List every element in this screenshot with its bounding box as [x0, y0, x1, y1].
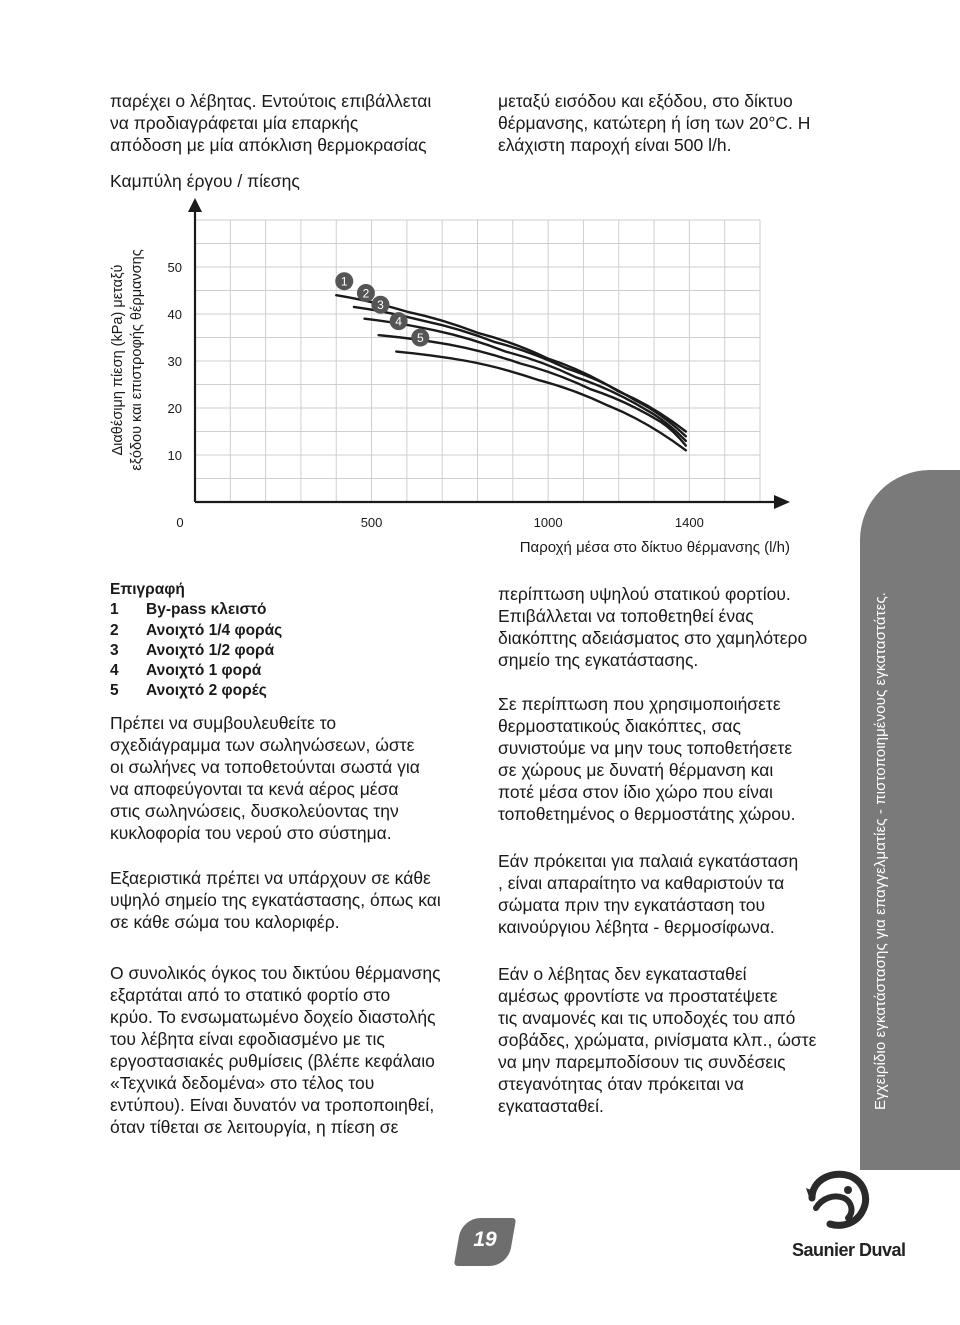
- text-line: τις αναμονές και τις υποδοχές του από: [498, 1008, 796, 1028]
- x-tick-label: 1000: [533, 515, 563, 530]
- legend-item-number: 3: [110, 641, 119, 659]
- text-line: να μην παρεμποδίσουν τις συνδέσεις: [498, 1052, 786, 1072]
- series-line-1: [336, 295, 686, 431]
- y-tick-label: 20: [167, 401, 182, 416]
- text-line: απόδοση με μία απόκλιση θερμοκρασίας: [110, 135, 427, 155]
- legend-item-number: 2: [110, 621, 119, 639]
- text-line: εντύπου). Είναι δυνατόν να τροποποιηθεί,: [110, 1095, 435, 1115]
- saunier-duval-logo-icon: [802, 1168, 872, 1230]
- text-line: Πρέπει να συμβουλευθείτε το: [110, 713, 337, 733]
- text-line: , είναι απαραίτητο να καθαριστούν τα: [498, 873, 785, 893]
- text-line: να αποφεύγονται τα κενά αέρος μέσα: [110, 779, 399, 799]
- text-line: εγκατασταθεί.: [498, 1096, 604, 1116]
- text-line: ελάχιστη παροχή είναι 500 l/h.: [498, 135, 732, 155]
- text-line: «Τεχνικά δεδομένα» στο τέλος του: [110, 1073, 375, 1093]
- text-line: οι σωλήνες να τοποθετούνται σωστά για: [110, 757, 420, 777]
- text-line: σχεδιάγραμμα των σωληνώσεων, ώστε: [110, 735, 415, 755]
- legend-item: [110, 681, 282, 701]
- y-tick-label: 10: [167, 448, 182, 463]
- y-tick-label: 50: [167, 260, 182, 275]
- text-line: υψηλό σημείο της εγκατάστασης, όπως και: [110, 890, 441, 910]
- series-label-4: 4: [395, 314, 402, 329]
- legend-item: [110, 600, 282, 620]
- series-line-5: [396, 352, 686, 451]
- x-tick-label: 500: [360, 515, 383, 530]
- left-paragraph-2: [110, 867, 441, 933]
- right-paragraph-1: [498, 583, 807, 671]
- legend-item-label: Ανοιχτό 1/2 φορά: [146, 641, 275, 659]
- legend-item-number: 4: [110, 662, 119, 680]
- chart-heading: Καμπύλη έργου / πίεσης: [110, 171, 300, 191]
- brand-name: Saunier Duval: [792, 1240, 906, 1260]
- text-line: ποτέ μέσα στον ίδιο χώρο που είναι: [498, 782, 773, 802]
- x-tick-label: 0: [176, 515, 184, 530]
- text-line: Επιβάλλεται να τοποθετηθεί ένας: [498, 606, 754, 626]
- y-axis-label-line-1: Διαθέσιμη πίεση (kPa) μεταξύ: [110, 264, 126, 456]
- text-line: Ο συνολικός όγκος του δικτύου θέρμανσης: [110, 963, 441, 983]
- legend-item: [110, 661, 282, 681]
- series-label-5: 5: [416, 331, 424, 346]
- legend-item: [110, 621, 282, 641]
- side-tab-text: Εγχειρίδιο εγκατάστασης για επαγγελματίες - πιστοποιημένους εγκαταστάτες.: [872, 591, 889, 1110]
- text-line: συνιστούμε να μην τους τοποθετήσετε: [498, 738, 793, 758]
- text-line: καινούργιου λέβητα - θερμοσίφωνα.: [498, 917, 775, 937]
- series-label-3: 3: [377, 298, 384, 313]
- text-line: κυκλοφορία του νερού στο σύστημα.: [110, 823, 392, 843]
- text-line: εργοστασιακές ρυθμίσεις (βλέπε κεφάλαιο: [110, 1051, 435, 1071]
- top-right-paragraph: [498, 90, 810, 156]
- text-line: σώματα πριν την εγκατάσταση του: [498, 895, 766, 915]
- legend: [110, 580, 282, 702]
- text-line: να προδιαγράφεται μία επαρκής: [110, 113, 359, 133]
- text-line: σοβάδες, χρώματα, ρινίσματα κλπ., ώστε: [498, 1030, 817, 1050]
- y-tick-label: 30: [167, 354, 182, 369]
- text-line: παρέχει ο λέβητας. Εντούτοις επιβάλλεται: [110, 91, 432, 111]
- legend-item: [110, 641, 282, 661]
- top-left-paragraph: [110, 90, 431, 156]
- x-axis-label: Παροχή μέσα στο δίκτυο θέρμανσης (l/h): [519, 539, 790, 556]
- right-paragraph-3: [498, 850, 798, 938]
- legend-item-label: Ανοιχτό 1 φορά: [146, 662, 262, 680]
- text-line: σε χώρους με δυνατή θέρμανση και: [498, 760, 774, 780]
- text-line: κρύο. Το ενσωματωμένο δοχείο διαστολής: [110, 1007, 436, 1027]
- text-line: μεταξύ εισόδου και εξόδου, στο δίκτυο: [498, 91, 793, 111]
- text-line: αμέσως φροντίστε να προστατέψετε: [498, 986, 778, 1006]
- y-axis-arrow-icon: [188, 198, 202, 212]
- text-line: Σε περίπτωση που χρησιμοποιήσετε: [498, 694, 781, 714]
- legend-item-label: Ανοιχτό 1/4 φοράς: [146, 621, 283, 639]
- y-tick-label: 40: [167, 307, 182, 322]
- legend-item-number: 5: [110, 682, 119, 700]
- y-axis-label-line-2: εξόδου και επιστροφής θέρμανσης: [129, 249, 145, 471]
- text-line: σε κάθε σώμα του καλοριφέρ.: [110, 912, 340, 932]
- legend-item-label: Ανοιχτό 2 φορές: [146, 682, 267, 700]
- text-line: στις σωληνώσεις, δυσκολεύοντας την: [110, 801, 399, 821]
- series-label-2: 2: [362, 286, 370, 301]
- text-line: θερμοστατικούς διακόπτες, σας: [498, 716, 741, 736]
- legend-title: Επιγραφή: [110, 581, 185, 598]
- left-paragraph-3: [110, 962, 441, 1138]
- text-line: όταν τίθεται σε λειτουργία, η πίεση σε: [110, 1117, 399, 1137]
- legend-item-label: By-pass κλειστό: [146, 601, 267, 619]
- text-line: στεγανότητας όταν πρόκειται να: [498, 1074, 744, 1094]
- text-line: Εάν ο λέβητας δεν εγκατασταθεί: [498, 964, 747, 984]
- page-number: 19: [473, 1228, 497, 1251]
- text-line: του λέβητα είναι εφοδιασμένο με τις: [110, 1029, 385, 1049]
- left-paragraph-1: [110, 712, 420, 844]
- text-line: περίπτωση υψηλού στατικού φορτίου.: [498, 584, 791, 604]
- text-line: Εξαεριστικά πρέπει να υπάρχουν σε κάθε: [110, 868, 431, 888]
- right-paragraph-4: [498, 963, 816, 1117]
- x-axis-arrow-icon: [774, 495, 790, 509]
- series-label-1: 1: [340, 274, 348, 289]
- text-line: διακόπτης αδειάσματος στο χαμηλότερο: [498, 628, 808, 648]
- right-paragraph-2: [498, 693, 795, 825]
- legend-item-number: 1: [110, 601, 119, 619]
- text-line: τοποθετημένος ο θερμοστάτης χώρου.: [498, 804, 796, 824]
- text-line: θέρμανσης, κατώτερη ή ίση των 20°C. Η: [498, 113, 811, 133]
- text-line: Εάν πρόκειται για παλαιά εγκατάσταση: [498, 851, 799, 871]
- text-line: εξαρτάται από το στατικό φορτίο στο: [110, 985, 391, 1005]
- performance-chart: [100, 190, 800, 560]
- text-line: σημείο της εγκατάστασης.: [498, 650, 699, 670]
- x-tick-label: 1400: [674, 515, 704, 530]
